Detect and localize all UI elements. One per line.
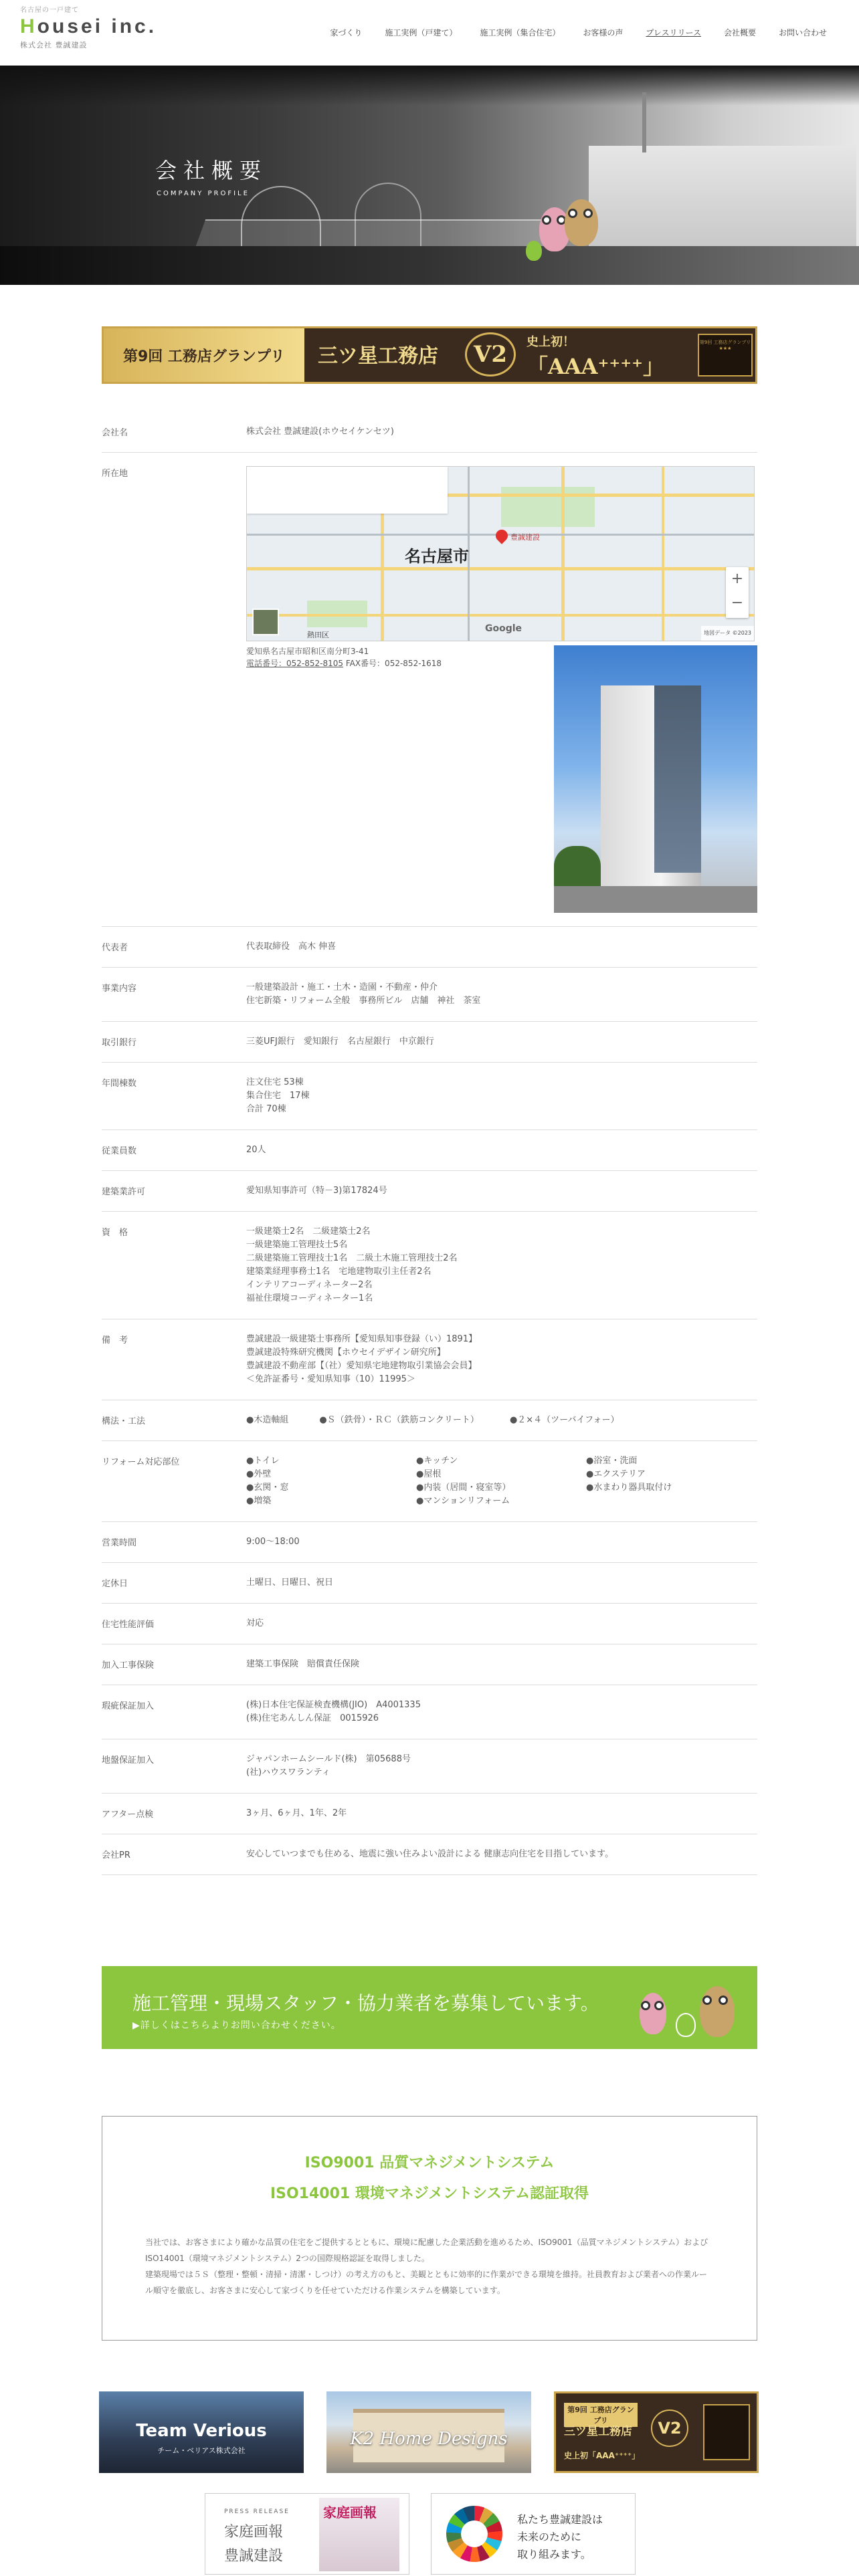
zoom-in-icon[interactable]: + <box>731 570 744 587</box>
table-row: 備 考 豊誠建設一級建築士事務所【愛知県知事登録（い）1891】 豊誠建設特殊研究機関【ホウセイデザイン研究所】 豊誠建設不動産部【（社）愛知県宅地建物取引業協会会員】 ＜免許証番号・愛知県知事（10）11995＞ <box>102 1319 757 1400</box>
owl-mascot-icon <box>526 241 542 261</box>
logo-tagline: 名古屋の一戸建て <box>20 7 79 14</box>
logo-company-name: 株式会社 豊誠建設 <box>20 41 88 49</box>
nav-house-building[interactable]: 家づくり <box>330 28 363 37</box>
fax-text: FAX番号：052-852-1618 <box>343 659 442 668</box>
award-title: 三ツ星工務店 <box>318 344 438 368</box>
site-logo[interactable] <box>20 4 157 50</box>
owl-mascot-icon <box>565 199 598 246</box>
table-row: アフター点検 3ヶ月、6ヶ月、1年、2年 <box>102 1794 757 1834</box>
site-header <box>0 0 859 66</box>
recruit-link[interactable]: ▶詳しくはこちらよりお問い合わせください。 <box>132 2020 341 2031</box>
logo-brand: Housei inc. <box>20 15 157 37</box>
map-info-box <box>247 467 448 514</box>
recruit-title: 施工管理・現場スタッフ・協力業者を募集しています。 <box>132 1992 599 2014</box>
map-pin-icon[interactable] <box>493 527 510 544</box>
map-city-label: 名古屋市 <box>405 547 469 566</box>
table-row: 年間棟数 注文住宅 53棟 集合住宅 17棟 合計 70棟 <box>102 1063 757 1130</box>
page-subtitle: COMPANY PROFILE <box>157 190 250 197</box>
zoom-out-icon[interactable]: − <box>731 595 744 611</box>
nav-works-apartments[interactable]: 施工実例（集合住宅） <box>480 28 561 37</box>
table-row: 代表者 代表取締役 高木 伸喜 <box>102 927 757 968</box>
sdgs-banner[interactable]: 私たち豊誠建設は 未来のために 取り組みます。 <box>431 2493 636 2575</box>
table-row: 建築業許可 愛知県知事許可（特－3)第17824号 <box>102 1171 757 1212</box>
hero-image <box>0 66 859 285</box>
nav-contact[interactable]: お問い合わせ <box>778 28 827 37</box>
sdgs-wheel-icon <box>446 2506 502 2562</box>
google-logo: Google <box>485 623 522 634</box>
owl-mascot-icon <box>700 1986 735 2037</box>
nav-company-profile[interactable]: 会社概要 <box>723 28 756 37</box>
nav-works-houses[interactable]: 施工実例（戸建て） <box>385 28 458 37</box>
magazine-cover: 家庭画報 <box>319 2498 399 2571</box>
award-certificate: 第9回 工務店グランプリ ★★★ <box>698 334 753 377</box>
table-row: 定休日 土曜日、日曜日、祝日 <box>102 1563 757 1604</box>
award-first: 史上初！ <box>527 335 575 349</box>
table-row: 構法・工法 ●木造軸組 ●Ｓ（鉄骨）・ＲＣ（鉄筋コンクリート） ●２×４（ツーバイフォー） <box>102 1400 757 1441</box>
nav-customer-voice[interactable]: お客様の声 <box>583 28 624 37</box>
award-grandprix-label: 第9回 工務店グランプリ <box>122 348 286 365</box>
iso-paragraph: 当社では、お客さまにより確かな品質の住宅をご提供するとともに、環境に配慮した企業活動を進めるため、ISO9001（品質マネジメントシステム）およびISO14001（環境マネジメントシステム）2つの国際規格認証を取得しました。 <box>145 2238 708 2263</box>
map-credit: 地図データ ©2023 <box>701 626 754 641</box>
table-row: 会社PR 安心していつまでも住める、地震に強い住みよい設計による 健康志向住宅を目指しています。 <box>102 1834 757 1875</box>
k2-home-designs-banner[interactable]: K2 Home Designs <box>326 2391 531 2473</box>
iso-section <box>102 2116 757 2341</box>
google-map[interactable] <box>246 466 755 641</box>
recruit-banner[interactable] <box>102 1966 757 2049</box>
press-release-banner[interactable]: PRESS RELEASE 家庭画報 豊誠建設 家庭画報 <box>205 2493 409 2575</box>
award-v2-emblem: V2 <box>465 332 516 377</box>
iso-14001-heading: ISO14001 環境マネジメントシステム認証取得 <box>270 2185 589 2202</box>
owl-mascot-icon <box>640 1993 666 2034</box>
table-row: 営業時間 9:00〜18:00 <box>102 1522 757 1563</box>
company-info-table <box>102 412 757 1875</box>
map-satellite-toggle[interactable] <box>252 609 279 635</box>
team-verious-banner[interactable]: Team Verious チーム・ベリアス株式会社 <box>99 2391 304 2473</box>
award-banner[interactable] <box>102 326 757 384</box>
table-row: 地盤保証加入 ジャパンホームシールド(株) 第05688号 (社)ハウスワランティ <box>102 1739 757 1794</box>
main-nav <box>330 27 827 38</box>
award-rating: 「AAA⁺⁺⁺⁺」 <box>527 354 665 379</box>
address-text: 愛知県名古屋市昭和区南分町3-41 <box>246 647 369 656</box>
phone-link[interactable]: 電話番号：052-852-8105 <box>246 659 344 668</box>
table-row: 瑕疵保証加入 (株)日本住宅保証検査機構(JIO) A4001335 (株)住宅あんしん保証 0015926 <box>102 1685 757 1739</box>
iso-paragraph: 建築現場では５Ｓ（整理・整頓・清掃・清潔・しつけ）の考え方のもと、美観とともに効率的に作業ができる環境を維持。社員教育および業者への作業ルール順守を徹底し、お客さまに安心して家づくりを任せていただける作業システムを構築しています。 <box>145 2270 708 2295</box>
table-row: 加入工事保険 建築工事保険 賠償責任保険 <box>102 1644 757 1685</box>
table-row: 住宅性能評価 対応 <box>102 1604 757 1644</box>
table-row: 事業内容 一般建築設計・施工・土木・造園・不動産・仲介 住宅新築・リフォーム全般 事務所ビル 店舗 神社 茶室 <box>102 968 757 1022</box>
owl-mascot-icon <box>676 2013 696 2037</box>
table-row: リフォーム対応部位 ●トイレ ●キッチン ●浴室・洗面 ●外壁 ●屋根 ●エクステリア ●玄関・窓 ●内装（居間・寝室等） ●水まわり器具取付け ●増築 ●マンションリフォーム <box>102 1441 757 1522</box>
map-pin-label: 豊誠建設 <box>510 533 540 542</box>
map-zoom-control[interactable] <box>726 567 749 618</box>
table-row: 取引銀行 三菱UFJ銀行 愛知銀行 名古屋銀行 中京銀行 <box>102 1022 757 1063</box>
award-small-banner[interactable]: 第9回 工務店グランプリ 三ツ星工務店 V2 史上初「AAA⁺⁺⁺⁺」 <box>554 2391 759 2473</box>
map-district-label: 熱田区 <box>307 631 329 639</box>
page-title: 会社概要 <box>155 158 268 183</box>
table-row: 会社名 株式会社 豊誠建設(ホウセイケンセツ) <box>102 412 757 453</box>
office-building-photo <box>554 645 757 913</box>
table-row: 資 格 一級建築士2名 二級建築士2名 一級建築施工管理技士5名 二級建築施工管理技士1名 二級土木施工管理技士2名 建築業経理事務士1名 宅地建物取引主任者2名 インテリアコーディネーター2名 福祉住環境コーディネーター1名 <box>102 1212 757 1319</box>
iso-9001-heading: ISO9001 品質マネジメントシステム <box>304 2155 555 2171</box>
nav-press-release[interactable]: プレスリリース <box>646 28 701 37</box>
certificate-icon <box>703 2404 750 2460</box>
table-row: 従業員数 20人 <box>102 1130 757 1171</box>
table-row: 所在地 名古屋市 豊誠建設 熱田区 Google + − 地図データ ©2023 愛知県名古屋市昭和区南分町3-41 電話番号：052-852-8105 FAX番号：052-852-1618 <box>102 453 757 927</box>
